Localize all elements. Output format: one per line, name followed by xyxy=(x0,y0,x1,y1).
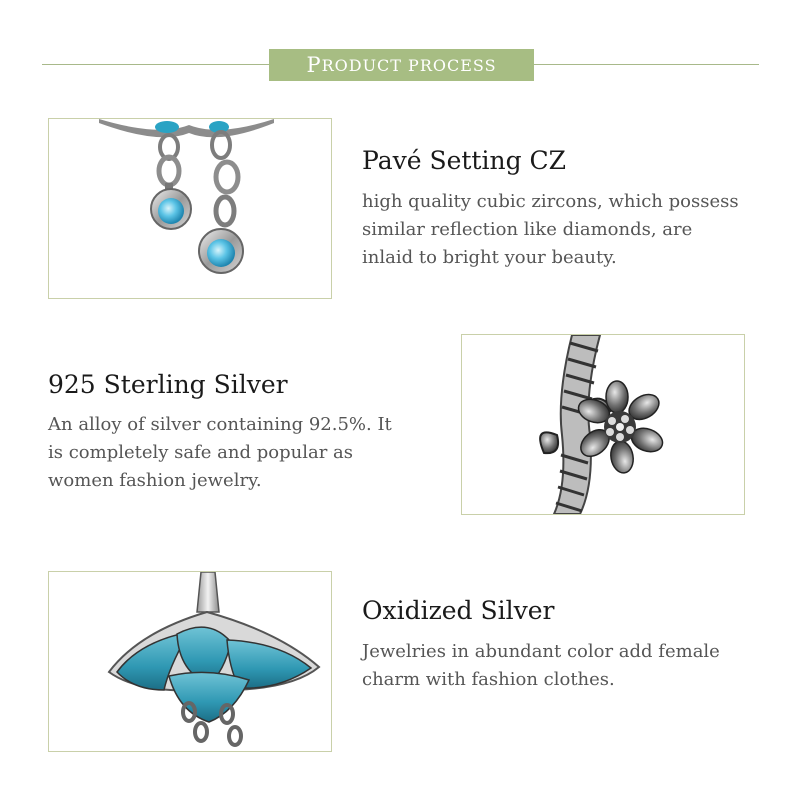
oxidized-detail-image xyxy=(48,571,332,752)
banner-text: RODUCT PROCESS xyxy=(321,55,497,75)
cz-desc-line: inlaid to bright your beauty. xyxy=(362,247,617,268)
oxidized-desc-line: Jewelries in abundant color add female xyxy=(362,641,720,662)
silver-desc-line: women fashion jewelry. xyxy=(48,470,262,491)
silver-desc-line: is completely safe and popular as xyxy=(48,442,353,463)
chain-link xyxy=(216,197,234,225)
leaf xyxy=(540,432,558,453)
chain-link xyxy=(216,162,238,192)
cz-drop-charm-illustration xyxy=(49,119,331,298)
cz-desc-line: high quality cubic zircons, which possess xyxy=(362,191,739,212)
silver-detail-image xyxy=(461,334,745,515)
flower-rope-charm-illustration xyxy=(462,335,744,514)
top-setting xyxy=(99,119,274,137)
silver-title: 925 Sterling Silver xyxy=(48,370,288,399)
oxidized-description xyxy=(362,638,720,694)
top-gem-left xyxy=(155,121,179,133)
oxidized-title: Oxidized Silver xyxy=(362,596,555,625)
header-rule-left xyxy=(42,64,269,65)
banner-initial: P xyxy=(306,53,322,77)
chain-link xyxy=(159,157,179,185)
cz-gem-right xyxy=(207,239,235,267)
header-rule-right xyxy=(534,64,759,65)
section-banner xyxy=(269,49,534,81)
lily-stem xyxy=(197,572,219,612)
cz-gem-left xyxy=(158,198,184,224)
lily-charm-illustration xyxy=(49,572,331,751)
enamel-petal xyxy=(169,672,249,722)
cz-desc-line: similar reflection like diamonds, are xyxy=(362,219,693,240)
silver-description xyxy=(48,411,392,495)
cz-description xyxy=(362,188,739,272)
cz-title: Pavé Setting CZ xyxy=(362,146,567,175)
cz-detail-image xyxy=(48,118,332,299)
silver-desc-line: An alloy of silver containing 92.5%. It xyxy=(48,414,392,435)
oxidized-desc-line: charm with fashion clothes. xyxy=(362,669,615,690)
